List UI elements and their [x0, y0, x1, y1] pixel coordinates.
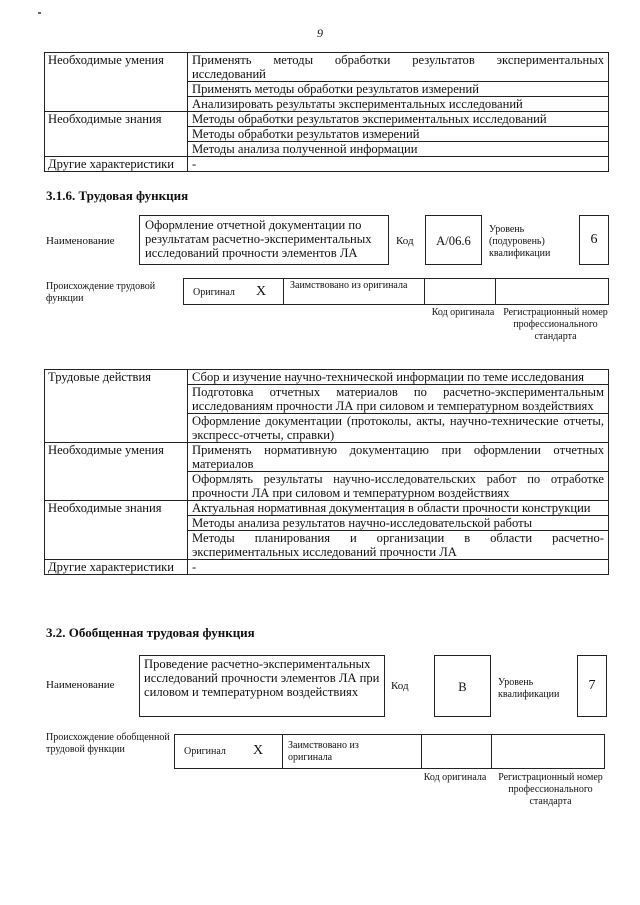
original-label: Оригинал	[184, 746, 226, 757]
level-value: 7	[588, 678, 596, 693]
row-label: Необходимые знания	[45, 501, 188, 560]
name-label: Наименование	[46, 235, 115, 247]
row-item: -	[188, 157, 609, 172]
code-box	[425, 215, 482, 265]
row-item: Анализировать результаты экспериментальных исследований	[188, 97, 609, 112]
section-heading: 3.2. Обобщенная трудовая функция	[46, 625, 255, 640]
borrowed-label: Заимствовано из оригинала	[288, 740, 359, 763]
code-value: A/06.6	[436, 234, 471, 248]
code-label: Код	[396, 235, 414, 247]
row-item: Актуальная нормативная документация в области прочности конструкции	[188, 501, 609, 516]
scan-mark	[38, 12, 41, 14]
row-item: Методы обработки результатов экспериментальных исследований	[188, 112, 609, 127]
row-label: Трудовые действия	[45, 370, 188, 443]
borrowed-label: Заимствовано из оригинала	[290, 280, 408, 291]
table-row	[45, 53, 609, 82]
code-original-label: Код оригинала	[431, 307, 495, 318]
divider	[491, 735, 492, 768]
origin-label: Происхождение трудовой функции	[46, 281, 156, 304]
table-row	[45, 443, 609, 472]
table-row	[45, 370, 609, 385]
row-item: -	[188, 560, 609, 575]
row-item: Сбор и изучение научно-технической информации по теме исследования	[188, 370, 609, 385]
divider	[283, 279, 284, 304]
section-heading: 3.1.6. Трудовая функция	[46, 188, 189, 203]
row-item: Методы анализа результатов научно-исследовательской работы	[188, 516, 609, 531]
divider	[495, 279, 496, 304]
level-box	[579, 215, 609, 265]
row-label: Другие характеристики	[45, 560, 188, 575]
table-row	[45, 501, 609, 516]
table-row	[45, 112, 609, 127]
code-box	[434, 655, 491, 717]
reg-number-label: Регистрационный номер профессионального стандарта	[498, 772, 603, 807]
divider	[282, 735, 283, 768]
name-label: Наименование	[46, 679, 115, 691]
row-item: Методы планирования и организации в области расчетно-экспериментальных исследований прочности ЛА	[188, 531, 609, 560]
original-mark: X	[256, 284, 267, 299]
page-number: 9	[317, 26, 323, 40]
row-item: Методы обработки результатов измерений	[188, 127, 609, 142]
row-item: Подготовка отчетных материалов по расчетно-экспериментальным исследованиям прочности ЛА при силовом и температурном воздействиях	[188, 385, 609, 414]
skills-table-top	[44, 52, 609, 172]
row-label: Необходимые умения	[45, 443, 188, 501]
row-label: Необходимые умения	[45, 53, 188, 112]
divider	[424, 279, 425, 304]
function-name: Оформление отчетной документации по результатам расчетно-экспериментальных исследований прочности элементов ЛА	[145, 218, 372, 260]
row-item: Применять методы обработки результатов экспериментальных исследований	[188, 53, 609, 82]
row-item: Применять методы обработки результатов измерений	[188, 82, 609, 97]
table-row	[45, 560, 609, 575]
level-label: Уровень (подуровень) квалификации	[489, 224, 551, 259]
table-row	[45, 157, 609, 172]
code-label: Код	[391, 680, 409, 692]
origin-table	[183, 278, 609, 305]
reg-number-label: Регистрационный номер профессионального стандарта	[503, 307, 608, 342]
divider	[421, 735, 422, 768]
row-item: Оформление документации (протоколы, акты, научно-технические отчеты, экспресс-отчеты, справки)	[188, 414, 609, 443]
row-item: Применять нормативную документацию при оформлении отчетных материалов	[188, 443, 609, 472]
row-label: Необходимые знания	[45, 112, 188, 157]
row-item: Оформлять результаты научно-исследовательских работ по отработке прочности ЛА при силовом и температурном воздействиях	[188, 472, 609, 501]
code-original-label: Код оригинала	[423, 772, 487, 783]
original-label: Оригинал	[193, 287, 235, 298]
code-value: B	[458, 680, 467, 694]
row-label: Другие характеристики	[45, 157, 188, 172]
origin-table	[174, 734, 605, 769]
labor-actions-table	[44, 369, 609, 575]
row-item: Методы анализа полученной информации	[188, 142, 609, 157]
original-mark: X	[253, 743, 264, 758]
function-name-box	[139, 655, 385, 717]
function-name: Проведение расчетно-экспериментальных исследований прочности элементов ЛА при силовом и температурном воздействиях	[144, 657, 380, 699]
level-value: 6	[590, 232, 598, 247]
level-box	[577, 655, 607, 717]
origin-label: Происхождение обобщенной трудовой функции	[46, 732, 170, 755]
level-label: Уровень квалификации	[498, 677, 560, 700]
function-name-box	[139, 215, 389, 265]
